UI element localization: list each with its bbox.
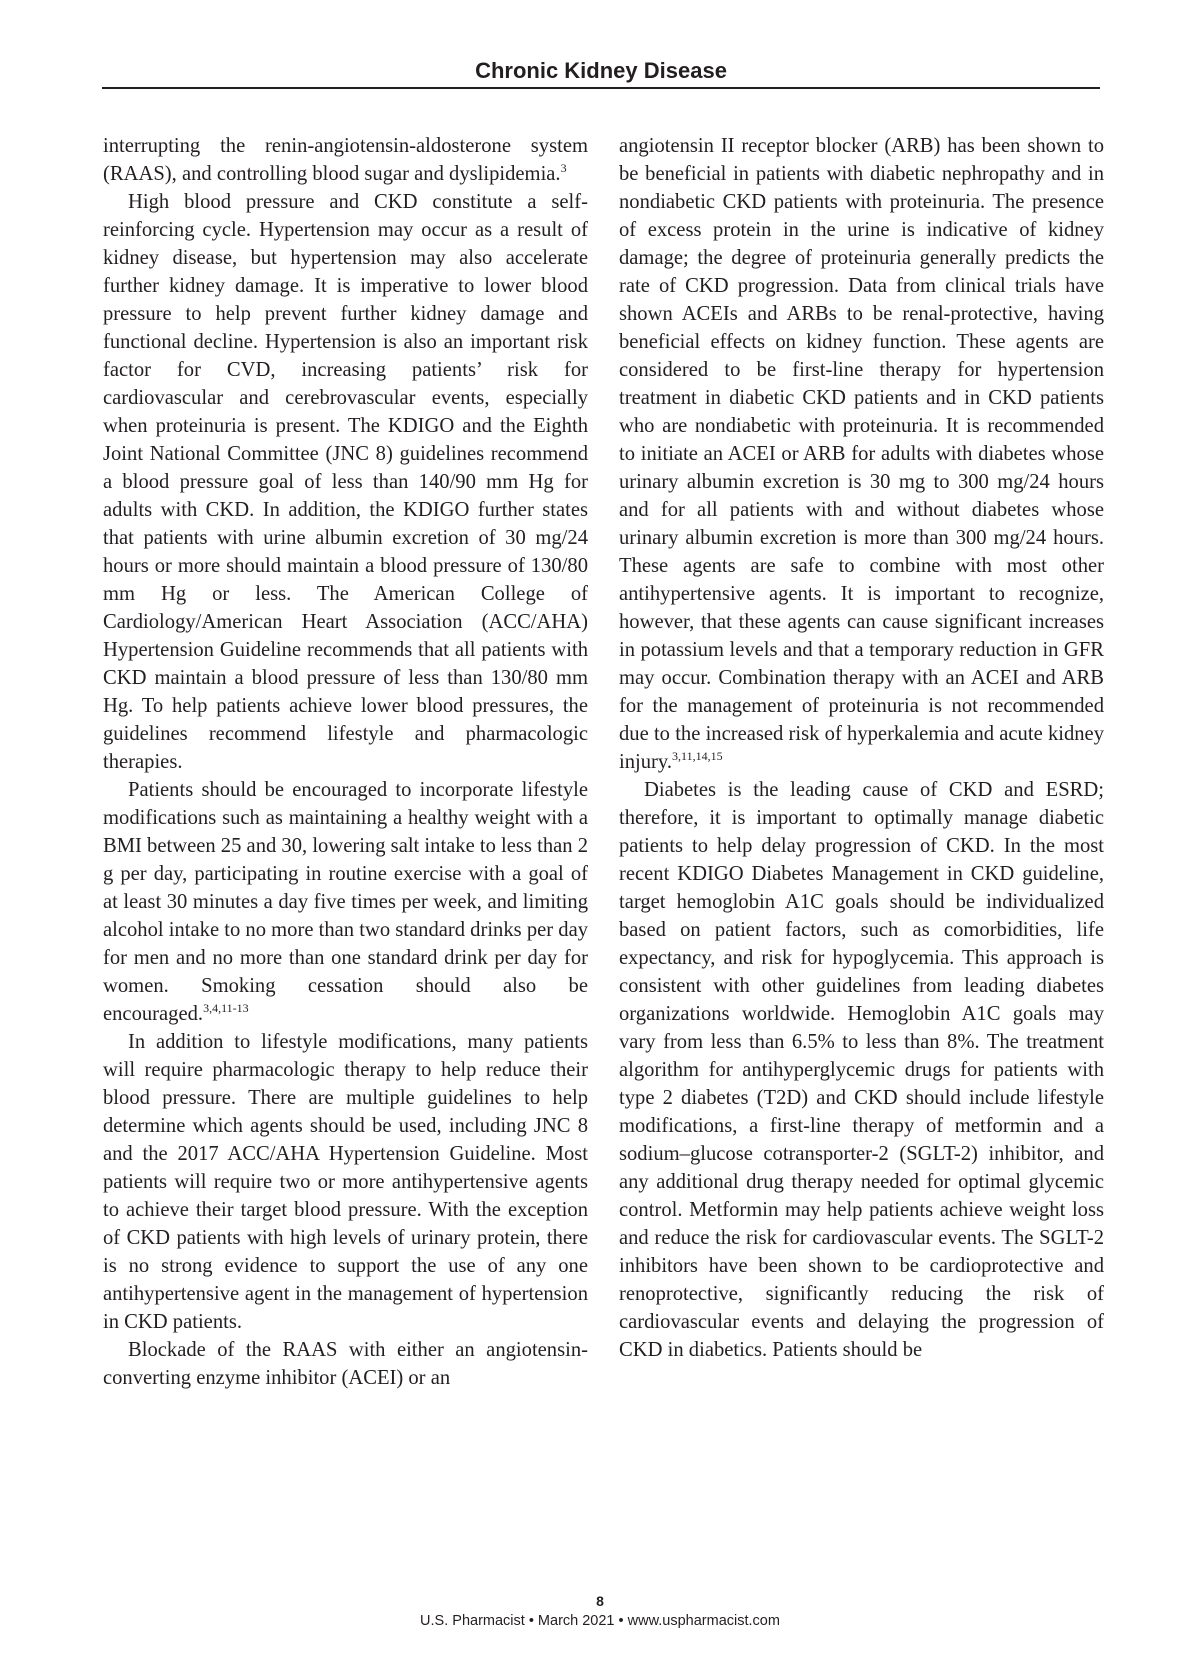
publication-footer: U.S. Pharmacist • March 2021 • www.uspharmacist.com (420, 1613, 780, 1629)
paragraph (103, 1028, 588, 1336)
paragraph (619, 776, 1104, 1364)
right-column (619, 132, 1104, 1364)
reference-superscript: 3 (560, 161, 567, 175)
page-number: 8 (596, 1593, 604, 1609)
reference-superscript: 3,4,11-13 (203, 1001, 249, 1015)
paragraph (619, 132, 1104, 776)
reference-superscript: 3,11,14,15 (672, 749, 723, 763)
paragraph (103, 1336, 588, 1392)
paragraph-text: Blockade of the RAAS with either an angiotensin-converting enzyme inhibitor (ACEI) or an (103, 1339, 588, 1389)
running-head-title: Chronic Kidney Disease (102, 56, 1100, 89)
paragraph-text: interrupting the renin-angiotensin-aldosterone system (RAAS), and controlling blood sugar and dyslipidemia. (103, 135, 588, 185)
paragraph-text: High blood pressure and CKD constitute a self-reinforcing cycle. Hypertension may occur as a result of kidney disease, but hypertension may also accelerate further kidney damage. It is imperative to lower blood pressure to help prevent further kidney damage and functional decline. Hypertension is also an important risk factor for CVD, increasing patients’ risk for cardiovascular and cerebrovascular events, especially when proteinuria is present. The KDIGO and the Eighth Joint National Committee (JNC 8) guidelines recommend a blood pressure goal of less than 140/90 mm Hg for adults with CKD. In addition, the KDIGO further states that patients with urine albumin excretion of 30 mg/24 hours or more should maintain a blood pressure of 130/80 mm Hg or less. The American College of Cardiology/American Heart Association (ACC/AHA) Hypertension Guideline recommends that all patients with CKD maintain a blood pressure of less than 130/80 mm Hg. To help patients achieve lower blood pressures, the guidelines recommend lifestyle and pharmacologic therapies. (103, 191, 588, 773)
paragraph (103, 132, 588, 188)
paragraph-text: angiotensin II receptor blocker (ARB) has been shown to be beneficial in patients with diabetic nephropathy and in nondiabetic CKD patients with proteinuria. The presence of excess protein in the urine is indicative of kidney damage; the degree of proteinuria generally predicts the rate of CKD progression. Data from clinical trials have shown ACEIs and ARBs to be renal-protective, having beneficial effects on kidney function. These agents are considered to be first-line therapy for hypertension treatment in diabetic CKD patients and in CKD patients who are nondiabetic with proteinuria. It is recommended to initiate an ACEI or ARB for adults with diabetes whose urinary albumin excretion is 30 mg to 300 mg/24 hours and for all patients with and without diabetes whose urinary albumin excretion is more than 300 mg/24 hours. These agents are safe to combine with most other antihypertensive agents. It is important to recognize, however, that these agents can cause significant increases in potassium levels and that a temporary reduction in GFR may occur. Combination therapy with an ACEI and ARB for the management of proteinuria is not recommended due to the increased risk of hyperkalemia and acute kidney injury. (619, 135, 1104, 773)
paragraph (103, 188, 588, 776)
paragraph-text: Patients should be encouraged to incorporate lifestyle modifications such as maintaining a healthy weight with a BMI between 25 and 30, lowering salt intake to less than 2 g per day, participating in routine exercise with a goal of at least 30 minutes a day five times per week, and limiting alcohol intake to no more than two standard drinks per day for men and no more than one standard drink per day for women. Smoking cessation should also be encouraged. (103, 779, 588, 1025)
paragraph-text: Diabetes is the leading cause of CKD and ESRD; therefore, it is important to optimally manage diabetic patients to help delay progression of CKD. In the most recent KDIGO Diabetes Management in CKD guideline, target hemoglobin A1C goals should be individualized based on patient factors, such as comorbidities, life expectancy, and risk for hypoglycemia. This approach is consistent with other guidelines from leading diabetes organizations worldwide. Hemoglobin A1C goals may vary from less than 6.5% to less than 8%. The treatment algorithm for antihyperglycemic drugs for patients with type 2 diabetes (T2D) and CKD should include lifestyle modifications, a first-line therapy of metformin and a sodium–glucose cotransporter-2 (SGLT-2) inhibitor, and any additional drug therapy needed for optimal glycemic control. Metformin may help patients achieve weight loss and reduce the risk for cardiovascular events. The SGLT-2 inhibitors have been shown to be cardioprotective and renoprotective, significantly reducing the risk of cardiovascular events and delaying the progression of CKD in diabetics. Patients should be (619, 779, 1104, 1361)
paragraph (103, 776, 588, 1028)
left-column (103, 132, 588, 1392)
paragraph-text: In addition to lifestyle modifications, many patients will require pharmacologic therapy to help reduce their blood pressure. There are multiple guidelines to help determine which agents should be used, including JNC 8 and the 2017 ACC/AHA Hypertension Guideline. Most patients will require two or more antihypertensive agents to achieve their target blood pressure. With the exception of CKD patients with high levels of urinary protein, there is no strong evidence to support the use of any one antihypertensive agent in the management of hypertension in CKD patients. (103, 1031, 588, 1333)
